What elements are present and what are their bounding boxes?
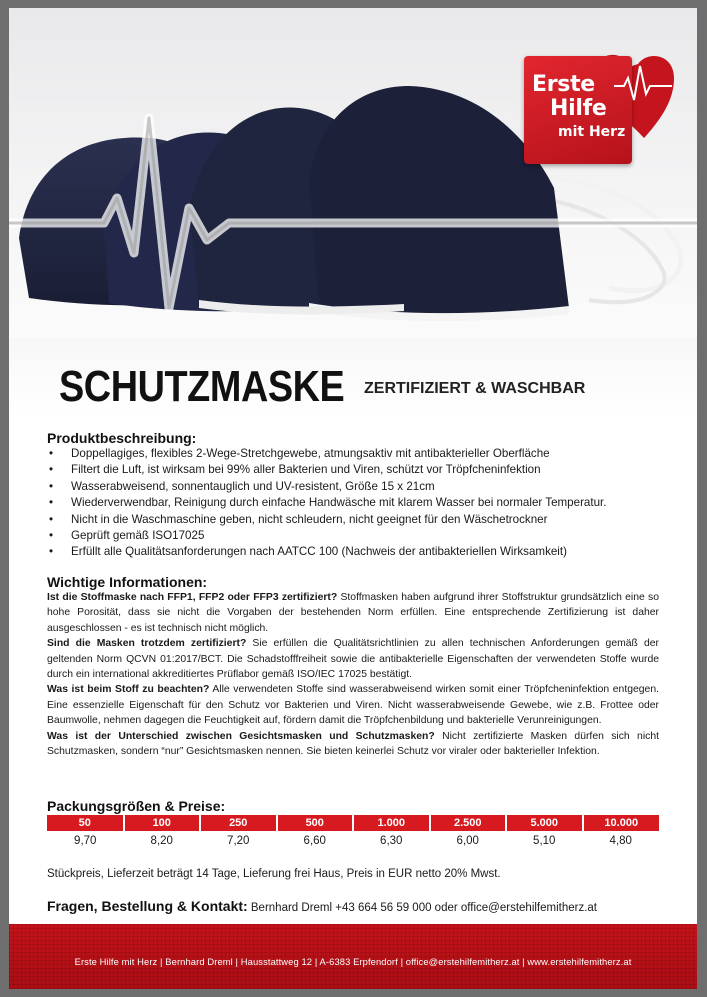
quantity-cell: 50 — [47, 815, 124, 831]
price-cell: 8,20 — [150, 834, 173, 847]
contact-line — [47, 898, 597, 914]
product-heading: Produktbeschreibung: — [47, 430, 197, 446]
price-table — [47, 815, 659, 850]
info-question-4: Was ist der Unterschied zwischen Gesichtsmasken und Schutzmasken? — [47, 730, 435, 742]
price-cell: 6,30 — [380, 834, 403, 847]
logo-line-2: Hilfe — [550, 96, 607, 121]
footer — [9, 924, 697, 989]
flyer-page — [9, 8, 697, 989]
info-text — [47, 590, 659, 759]
price-cell: 6,60 — [303, 834, 326, 847]
info-question-3: Was ist beim Stoff zu beachten? — [47, 684, 210, 696]
feature-item: • Filtert die Luft, ist wirksam bei 99% aller Bakterien und Viren, schützt vor Tröpfcheninfektion — [49, 463, 541, 477]
quantity-cell: 5.000 — [506, 815, 583, 831]
info-answer-4: Nicht zertifizierte Masken dürfen sich nicht Schutzmasken, sondern “nur” Gesichtsmasken nennen. Sie bieten keinerlei Schutz vor viraler oder bakterieller Infektion. — [47, 730, 660, 758]
page-title: SCHUTZMASKE — [59, 362, 345, 411]
feature-item: • Erfüllt alle Qualitätsanforderungen nach AATCC 100 (Nachweis der antibakteriellen Wirksamkeit) — [49, 545, 567, 559]
quantity-cell: 100 — [124, 815, 201, 831]
feature-item: • Wiederverwendbar, Reinigung durch einfache Handwäsche mit klarem Wasser bei normaler Temperatur. — [49, 496, 607, 510]
logo-line-1: Erste — [532, 72, 595, 97]
pricing-notice: Stückpreis, Lieferzeit beträgt 14 Tage, Lieferung frei Haus, Preis in EUR netto 20% Mwst. — [47, 868, 501, 880]
quantity-cell: 250 — [200, 815, 277, 831]
feature-item: • Geprüft gemäß ISO17025 — [49, 529, 205, 543]
info-question-2: Sind die Masken trotzdem zertifiziert? — [47, 638, 247, 650]
quantity-cell: 10.000 — [583, 815, 660, 831]
quantity-cell: 500 — [277, 815, 354, 831]
erste-hilfe-logo — [524, 46, 674, 168]
feature-item: • Wasserabweisend, sonnentauglich und UV-resistent, Größe 15 x 21cm — [49, 479, 435, 493]
page-subtitle: ZERTIFIZIERT & WASCHBAR — [364, 380, 586, 397]
contact-label: Fragen, Bestellung & Kontakt: — [47, 898, 248, 914]
pricing-heading: Packungsgrößen & Preise: — [47, 798, 226, 814]
feature-item: • Nicht in die Waschmaschine geben, nicht schleudern, nicht geeignet für den Wäschetrockner — [49, 512, 548, 526]
price-row — [47, 831, 659, 850]
price-cell: 7,20 — [227, 834, 250, 847]
quantity-row — [47, 815, 659, 831]
footer-text: Erste Hilfe mit Herz | Bernhard Dreml | Hausstattweg 12 | A-6383 Erpfendorf | office@erstehilfemitherz.at | www.erstehilfemitherz.at — [74, 956, 632, 967]
quantity-cell: 1.000 — [353, 815, 430, 831]
info-answer-1: Stoffmasken haben aufgrund ihrer Stoffstruktur grundsätzlich eine so hohe Porosität, dass sie nicht die Vorgaben der bestehenden Norm erfüllen. Eine entsprechende Zertifizierung ist daher ausgeschlossen - es ist technisch nicht möglich. — [47, 592, 659, 634]
hero-image — [9, 8, 697, 338]
price-cell: 5,10 — [533, 834, 556, 847]
info-answer-3: Alle verwendeten Stoffe sind wasserabweisend wirken somit einer Tröpfcheninfektion entgegen. Eine essenzielle Eigenschaft für den Schutz vor Bakterien und Viren. Nicht wasserabweisende Gewebe, wie z.B. Frottee oder Baumwolle, nehmen dagegen die Feuchtigkeit auf, fördern damit die Tröpfchenbildung und bakterielle Verunreinigungen. — [47, 684, 659, 727]
contact-text: Bernhard Dreml +43 664 56 59 000 oder office@erstehilfemitherz.at — [247, 902, 597, 914]
feature-item: • Doppellagiges, flexibles 2-Wege-Stretchgewebe, atmungsaktiv mit antibakterieller Oberfläche — [49, 447, 550, 460]
info-answer-2: Sie erfüllen die Qualitätsrichtlinien zu allen technischen Anforderungen gemäß der geltenden Norm QCVN 01:2017/BCT. Die Schadstofffreiheit sowie die antibakterielle Eigenschaften der verwendeten Stoffe wurde durch ein international akkreditiertes Prüflabor gemäß ISO/IEC 17025 bestätigt. — [47, 638, 660, 681]
info-heading: Wichtige Informationen: — [47, 574, 208, 590]
feature-list — [47, 446, 687, 561]
price-cell: 9,70 — [74, 834, 97, 847]
price-cell: 4,80 — [609, 834, 632, 847]
quantity-cell: 2.500 — [430, 815, 507, 831]
info-question-1: Ist die Stoffmaske nach FFP1, FFP2 oder FFP3 zertifiziert? — [47, 592, 338, 603]
logo-line-3: mit Herz — [558, 124, 626, 140]
price-cell: 6,00 — [456, 834, 479, 847]
